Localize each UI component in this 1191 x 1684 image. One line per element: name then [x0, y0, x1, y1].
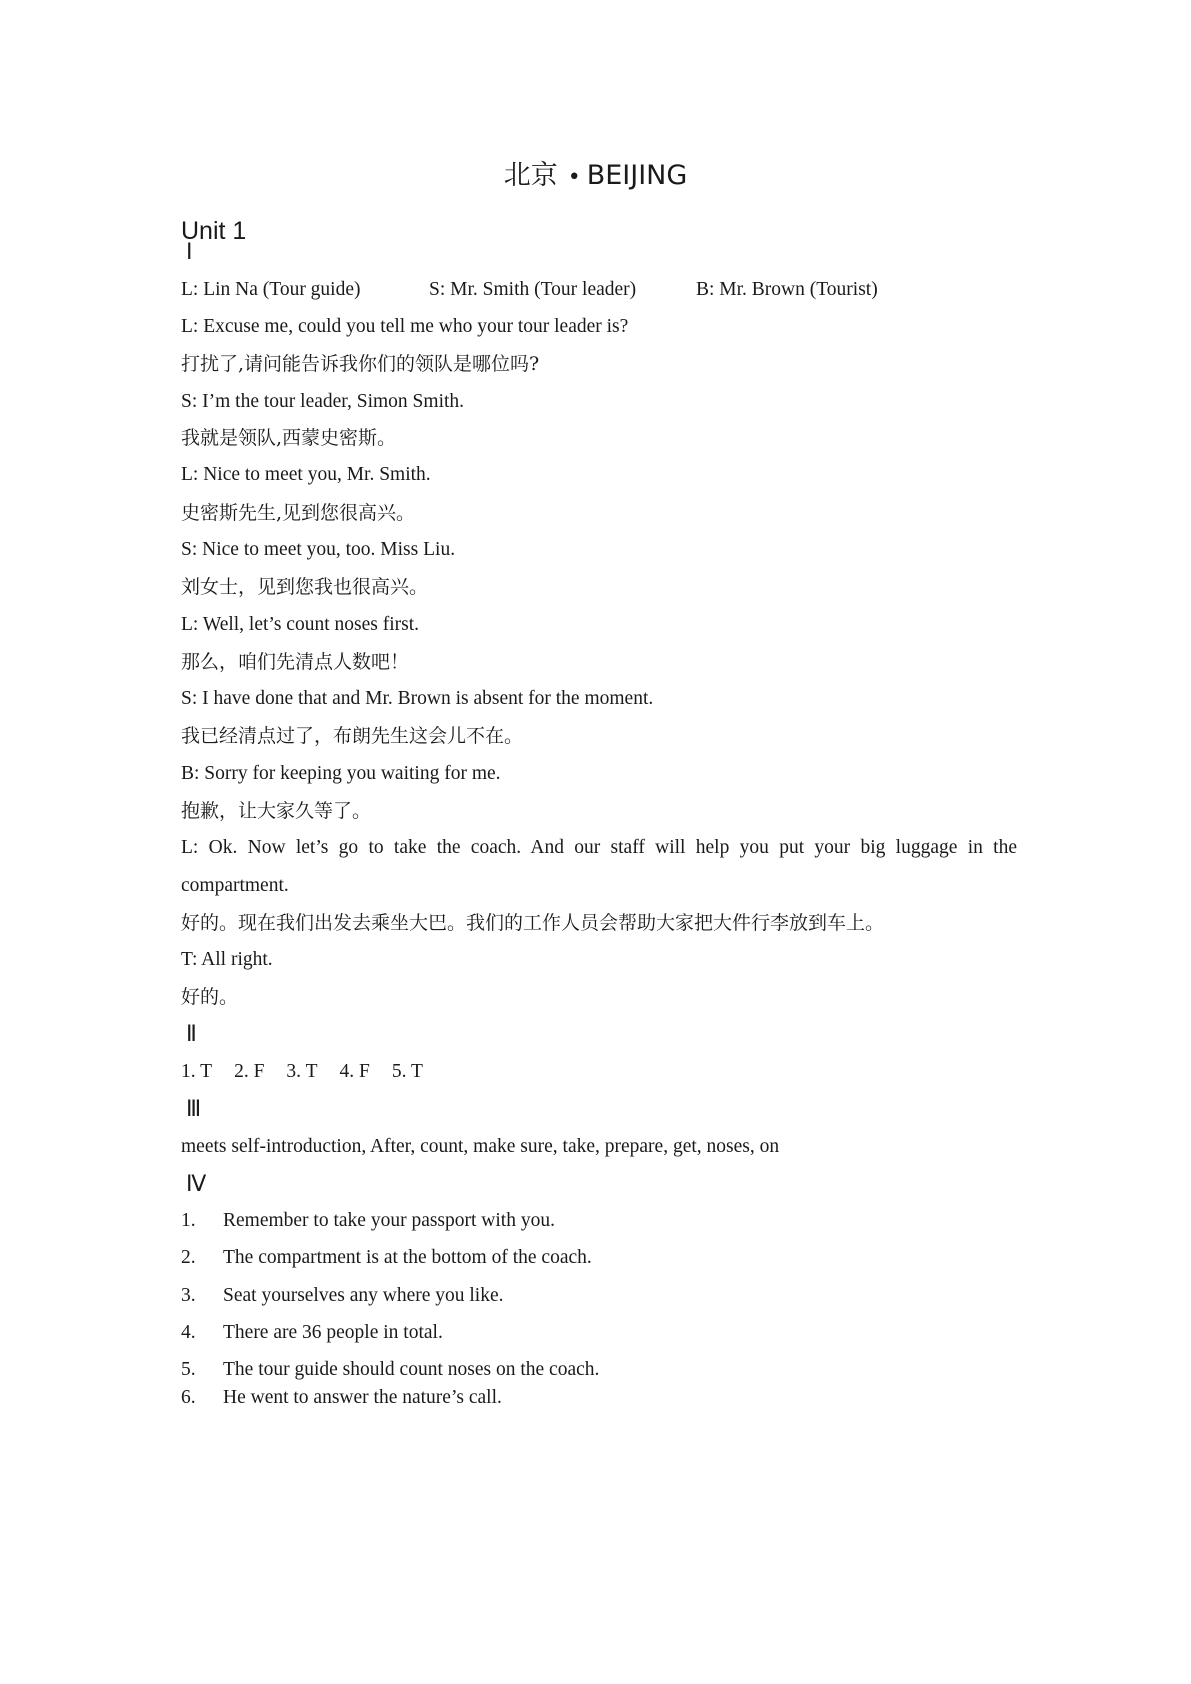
section-heading-2: Ⅱ: [186, 1022, 197, 1047]
title-bullet: •: [567, 165, 581, 190]
dialogue-line: L: Nice to meet you, Mr. Smith.: [181, 464, 431, 485]
answer-item: 1. T: [181, 1061, 213, 1082]
list-item: [181, 1384, 502, 1412]
fill-in-answers: meets self-introduction, After, count, make sure, take, prepare, get, noses, on: [181, 1136, 780, 1157]
answer-item: 3. T: [286, 1061, 318, 1082]
list-item: [181, 1282, 504, 1310]
dialogue-translation: 打扰了,请问能告诉我你们的领队是哪位吗?: [181, 353, 540, 375]
roles-line: [181, 276, 878, 304]
list-number: 2.: [181, 1247, 196, 1268]
dialogue-translation: 刘女士，见到您我也很高兴。: [181, 576, 429, 598]
list-text: Seat yourselves any where you like.: [223, 1285, 504, 1306]
section-heading-4: Ⅳ: [186, 1172, 207, 1197]
answer-item: 2. F: [234, 1061, 265, 1082]
list-number: 4.: [181, 1322, 196, 1343]
dialogue-line: L: Excuse me, could you tell me who your tour leader is?: [181, 316, 629, 337]
dialogue-line-continued: compartment.: [181, 875, 289, 896]
dialogue-line: B: Sorry for keeping you waiting for me.: [181, 763, 501, 784]
list-number: 6.: [181, 1387, 196, 1408]
dialogue-translation: 好的。: [181, 986, 239, 1008]
role-guide: L: Lin Na (Tour guide): [181, 279, 361, 300]
list-text: Remember to take your passport with you.: [223, 1210, 555, 1231]
list-number: 1.: [181, 1210, 196, 1231]
dialogue-translation: 我就是领队,西蒙史密斯。: [181, 427, 397, 449]
list-text: The tour guide should count noses on the coach.: [223, 1359, 600, 1380]
dialogue-translation: 好的。现在我们出发去乘坐大巴。我们的工作人员会帮助大家把大件行李放到车上。: [181, 912, 885, 934]
section-heading-3: Ⅲ: [186, 1097, 202, 1122]
dialogue-translation: 那么，咱们先清点人数吧！: [181, 651, 410, 673]
title-english: BEIJING: [586, 160, 688, 191]
dialogue-translation: 史密斯先生,见到您很高兴。: [181, 502, 416, 524]
true-false-answers: [181, 1058, 445, 1086]
list-item: [181, 1356, 599, 1384]
list-text: He went to answer the nature’s call.: [223, 1387, 502, 1408]
title-chinese: 北京: [503, 160, 558, 191]
dialogue-line: L: Ok. Now let’s go to take the coach. And our staff will help you put your big luggage in the: [181, 837, 1017, 858]
dialogue-line: S: I’m the tour leader, Simon Smith.: [181, 391, 465, 412]
dialogue-translation: 我已经清点过了，布朗先生这会儿不在。: [181, 725, 524, 747]
list-number: 5.: [181, 1359, 196, 1380]
answer-item: 4. F: [339, 1061, 370, 1082]
answer-item: 5. T: [391, 1061, 423, 1082]
dialogue-line: T: All right.: [181, 949, 273, 970]
section-heading-1: Ⅰ: [186, 240, 193, 265]
dialogue-translation: 抱歉，让大家久等了。: [181, 800, 372, 822]
unit-heading: Unit 1: [181, 217, 247, 245]
list-text: The compartment is at the bottom of the coach.: [223, 1247, 592, 1268]
dialogue-line: L: Well, let’s count noses first.: [181, 614, 419, 635]
list-item: [181, 1207, 555, 1235]
list-item: [181, 1244, 592, 1272]
role-tourist: B: Mr. Brown (Tourist): [696, 279, 878, 300]
role-leader: S: Mr. Smith (Tour leader): [429, 279, 637, 300]
dialogue-line: S: I have done that and Mr. Brown is absent for the moment.: [181, 688, 654, 709]
list-item: [181, 1319, 443, 1347]
list-number: 3.: [181, 1285, 196, 1306]
list-text: There are 36 people in total.: [223, 1322, 443, 1343]
dialogue-line: S: Nice to meet you, too. Miss Liu.: [181, 539, 456, 560]
page-title: [0, 156, 1191, 198]
